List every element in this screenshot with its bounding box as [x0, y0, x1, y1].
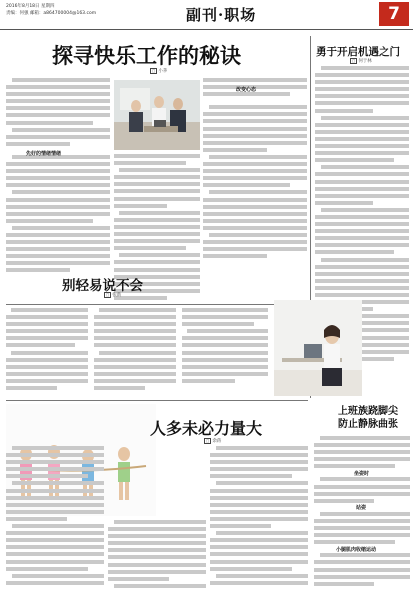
main-byline-text: 小茅 — [158, 69, 168, 74]
right-subhead-3: 小腿肌肉收缩运动 — [336, 547, 377, 553]
main-article-column-1 — [6, 78, 110, 300]
side-article-title: 勇于开启机遇之门 — [316, 46, 400, 58]
right-subhead-1: 坐姿时 — [354, 471, 370, 477]
lower-section-divider — [6, 400, 308, 401]
side-byline-text: 何于林 — [358, 59, 372, 64]
main-subhead-1: 先好的情绪情绪 — [26, 151, 62, 157]
section-logo: 副刊·职场 — [186, 6, 257, 24]
lower-article-column-1 — [6, 446, 104, 596]
section-divider — [6, 304, 308, 305]
middle-byline-text: 张新 — [112, 293, 122, 298]
middle-article-column-1 — [6, 308, 88, 398]
lower-article-byline: □ 余蒋 — [206, 439, 222, 444]
lower-article-column-3 — [210, 446, 308, 596]
lower-byline-text: 余蒋 — [212, 439, 222, 444]
middle-article-column-2 — [94, 308, 176, 398]
middle-article-title: 别轻易说不会 — [62, 278, 143, 294]
office-photo — [114, 80, 200, 150]
side-article-byline: □ 何于林 — [352, 59, 372, 64]
lower-article-title: 人多未必力量大 — [150, 419, 263, 438]
middle-article-column-3 — [182, 308, 268, 398]
right-article-body — [314, 436, 410, 596]
middle-article-byline: □ 张新 — [106, 293, 122, 298]
main-article-byline: □ 小茅 — [152, 69, 168, 74]
page-number: 7 — [379, 2, 409, 26]
main-article-column-3 — [203, 78, 307, 300]
main-subhead-2: 改变心态 — [236, 87, 257, 93]
main-article-title: 探寻快乐工作的秘诀 — [52, 43, 241, 68]
page-header — [0, 0, 413, 30]
right-article-title-line1: 上班族跷脚尖 — [338, 406, 398, 417]
right-subhead-2: 站姿 — [356, 505, 367, 511]
right-article-title-line2: 防止静脉曲张 — [338, 419, 398, 430]
issue-date: 2016年8月18日 星期四 — [6, 4, 55, 9]
editor-contact: 责编：何强 邮箱：a864700004@163.com — [6, 11, 97, 16]
office-woman-photo — [274, 300, 362, 396]
lower-article-column-2 — [108, 520, 206, 596]
